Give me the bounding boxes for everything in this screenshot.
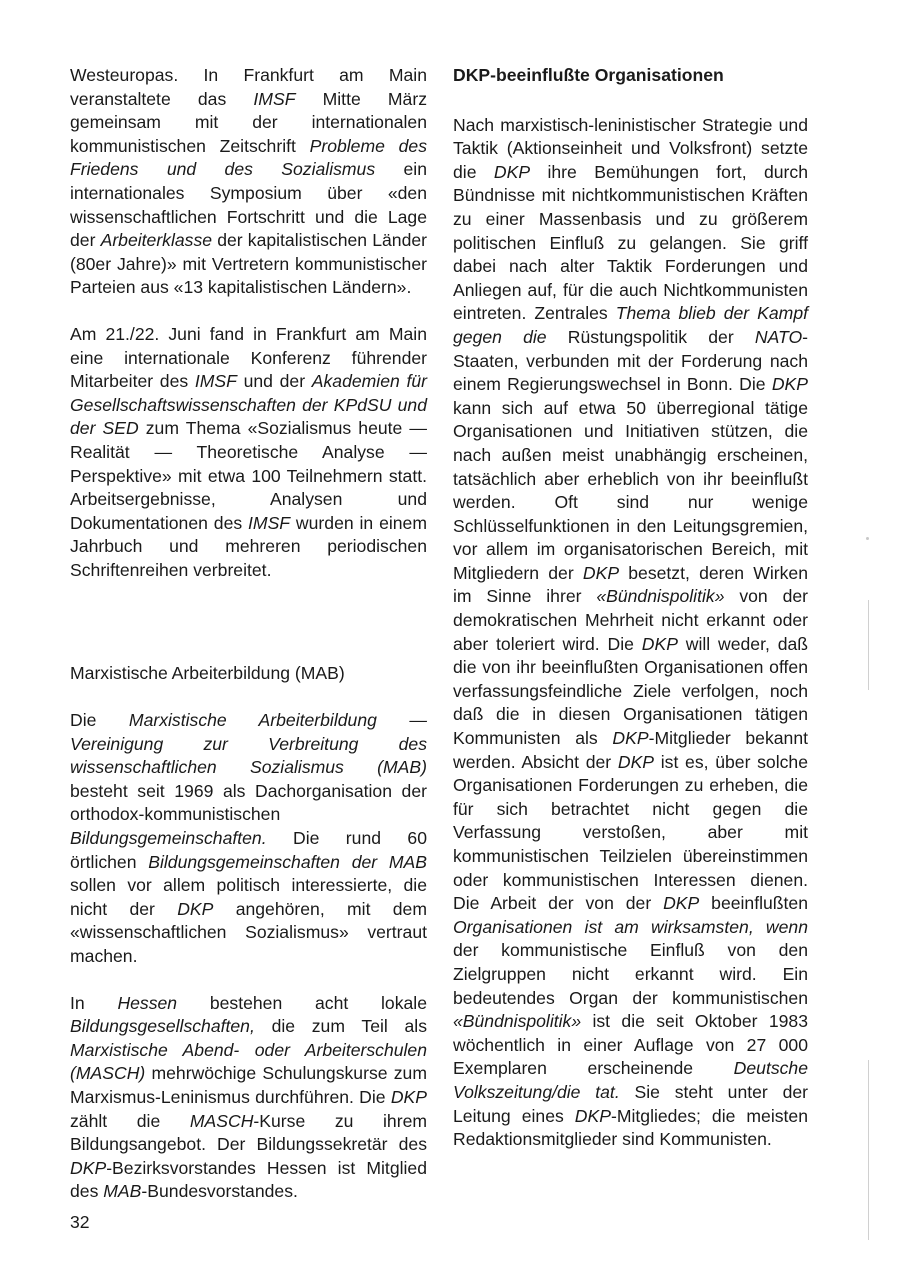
italic-text-run: DKP (771, 374, 808, 395)
text-run: Die rund 60 örtlichen (70, 828, 427, 872)
italic-text-run: IMSF (253, 88, 296, 109)
scan-artifact-dot (866, 537, 869, 540)
text-run: der kommunistische Einfluß von den Zielgruppen nicht erkannt wird. Ein bedeutendes Organ der kommunistischen (453, 940, 808, 1008)
italic-text-run: MAB (103, 1181, 142, 1202)
paragraph (70, 992, 427, 1204)
italic-text-run: IMSF (194, 371, 237, 392)
italic-text-run: Marxistische Abend- oder Arbeiterschulen (MASCH) (70, 1039, 427, 1084)
section-heading-dkp-organisations: DKP-beeinflußte Organisationen (453, 65, 724, 85)
text-run: ein internationales Symposium über «den wissenschaftlichen Fortschritt und die Lage der (70, 159, 427, 251)
text-run: -Bezirksvorstandes Hessen ist Mitglied des (70, 1157, 427, 1202)
text-run: Nach marxistisch-leninistischer Strategie und Taktik (Aktionseinheit und Volksfront) setzte die (453, 114, 808, 182)
italic-text-run: Hessen (117, 992, 178, 1013)
text-run: mehrwöchige Schulungskurse zum Marxismus-Leninismus durchführen. Die (70, 1063, 427, 1107)
text-run: ihre Bemühungen fort, durch Bündnisse mit nichtkommunistischen Kräften zu einer Massenbasis und zu größerem politischen Einfluß zu gelangen. Sie griff dabei nach alter Taktik Forderungen und Anliegen auf, für die auch Nichtkommunisten eintreten. Zentrales (453, 161, 808, 324)
italic-text-run: Probleme des Friedens und des Sozialismus (70, 135, 427, 180)
paragraph (453, 114, 808, 1152)
italic-text-run: «Bündnispolitik» (453, 1011, 582, 1032)
italic-text-run: DKP (390, 1086, 427, 1107)
text-run: besetzt, deren Wirken im Sinne ihrer (453, 562, 808, 607)
text-run: -Kurse zu ihrem Bildungsangebot. Der Bildungssekretär des (70, 1110, 428, 1155)
italic-text-run: Arbeiterklasse (100, 230, 213, 251)
paragraph (70, 64, 427, 300)
text-run: von der demokratischen Mehrheit nicht erkannt oder aber toleriert wird. Die (453, 586, 808, 654)
scan-artifact-line (868, 1060, 869, 1240)
text-run: die zum Teil als (254, 1016, 427, 1037)
italic-text-run: DKP (641, 633, 678, 654)
italic-text-run: Bildungsgemeinschaften. (70, 828, 267, 849)
text-run: wurden in einem Jahrbuch und mehreren periodischen Schriftenreihen verbreitet. (70, 512, 427, 580)
text-run: kann sich auf etwa 50 überregional tätige Organisationen und Initiativen stützen, die nach außen meist unabhängig erscheinen, tatsächlich aber erheblich von ihr beeinflußt werden. Oft sind nur wenige Schlüsselfunktionen in den Leitungsgremien, vor allem im organisatorischen Bereich, mit Mitgliedern der (453, 397, 808, 583)
text-run: Am 21./22. Juni fand in Frankfurt am Main eine internationale Konferenz führender Mitarbeiter des (70, 323, 427, 392)
text-run: Westeuropas. In Frankfurt am Main veranstaltete das (70, 65, 427, 109)
text-run: und der (236, 371, 312, 392)
left-column (70, 64, 427, 1204)
italic-text-run: DKP (582, 562, 620, 583)
page-number: 32 (70, 1212, 90, 1232)
italic-text-run: DKP (574, 1105, 611, 1126)
italic-text-run: DKP (177, 898, 214, 919)
italic-text-run: MASCH (189, 1110, 254, 1131)
text-run: Rüstungspolitik der (546, 326, 755, 347)
scan-artifact-line (868, 600, 869, 690)
italic-text-run: IMSF (248, 512, 291, 533)
italic-text-run: DKP (70, 1157, 107, 1178)
italic-text-run: Bildungsgemeinschaften der MAB (148, 851, 427, 872)
italic-text-run: Thema blieb der Kampf gegen die (453, 303, 808, 347)
text-run: besteht seit 1969 als Dachorganisation der orthodox-kommunistischen (70, 780, 427, 825)
italic-text-run: DKP (663, 893, 700, 914)
text-run: sollen vor allem politisch interessierte, die nicht der (70, 875, 427, 919)
italic-text-run: DKP (617, 751, 655, 772)
text-run: ist die seit Oktober 1983 wöchentlich in einer Auflage von 27 000 Exemplaren erscheinende (453, 1011, 808, 1079)
text-run: -Staaten, verbunden mit der Forderung nach einem Regierungswechsel in Bonn. Die (453, 326, 808, 395)
paragraph (70, 709, 427, 969)
text-run: Die (70, 710, 129, 731)
italic-text-run: Marxistische Arbeiterbildung — Vereinigung zur Verbreitung des wissenschaftlichen Sozialismus (MAB) (70, 710, 427, 778)
text-run: In (70, 992, 118, 1013)
italic-text-run: Akademien für Gesellschaftswissenschaften der KPdSU und der SED (70, 371, 427, 439)
text-run: zählt die (70, 1110, 190, 1131)
italic-text-run: DKP (493, 161, 531, 182)
text-run: Mitte März gemeinsam mit der internationalen kommunistischen Zeitschrift (70, 88, 427, 156)
text-run: -Bundesvorstandes. (141, 1181, 298, 1202)
section-heading-mab: Marxistische Arbeiterbildung (MAB) (70, 663, 345, 684)
text-run: -Mitgliedes; die meisten Redaktionsmitglieder sind Kommunisten. (453, 1105, 808, 1150)
text-run: zum Thema «Sozialismus heute — Realität — Theoretische Analyse — Perspektive» mit etwa 100 Teilnehmern statt. Arbeitsergebnisse, Analysen und Dokumentationen des (70, 418, 427, 533)
paragraph (70, 323, 427, 583)
text-run: ist es, über solche Organisationen Forderungen zu erheben, die für sich betrachtet nicht gegen die Verfassung verstoßen, aber mit kommunistischen Teilzielen übereinstimmen oder kommunistischen Interessen dienen. Die Arbeit der von der (453, 751, 808, 914)
italic-text-run: Deutsche Volkszeitung/die tat. (453, 1058, 808, 1102)
text-run: Sie steht unter der Leitung eines (453, 1081, 808, 1126)
italic-text-run: DKP (612, 728, 649, 749)
italic-text-run: Bildungsgesellschaften, (70, 1016, 255, 1037)
text-run: angehören, mit dem «wissenschaftlichen Sozialismus» vertraut machen. (70, 898, 427, 966)
text-run: bestehen acht lokale (177, 992, 427, 1013)
text-run: der kapitalistischen Länder (80er Jahre)» mit Vertretern kommunistischer Parteien aus «13 kapitalistischen Ländern». (70, 230, 427, 298)
italic-text-run: NATO (754, 326, 803, 347)
text-run: will weder, daß die von ihr beeinflußten Organisationen offen verfassungsfeindliche Ziele verfolgen, noch daß die in diesen Organisationen tätigen Kommunisten als (453, 633, 809, 749)
right-column (453, 64, 808, 1152)
italic-text-run: «Bündnispolitik» (596, 586, 725, 607)
text-run: -Mitglieder bekannt werden. Absicht der (453, 728, 808, 772)
italic-text-run: Organisationen ist am wirksamsten, wenn (453, 916, 808, 937)
text-run: beeinflußten (699, 893, 808, 914)
